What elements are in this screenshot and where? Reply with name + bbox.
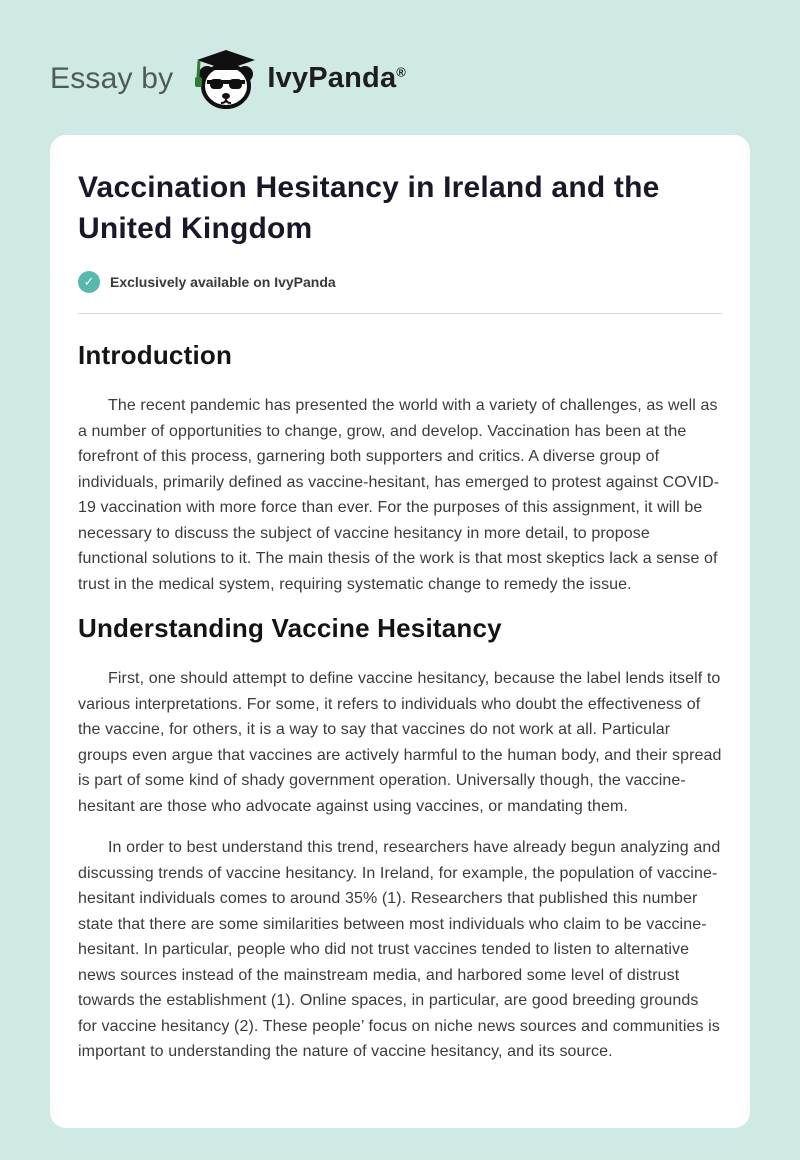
essay-by-label: Essay by bbox=[50, 61, 174, 95]
document-card bbox=[50, 135, 750, 1128]
brand-text: IvyPanda bbox=[267, 62, 397, 94]
section-heading: Introduction bbox=[78, 340, 233, 370]
section-heading: Understanding Vaccine Hesitancy bbox=[78, 613, 502, 643]
registered-mark: ® bbox=[396, 64, 407, 80]
panda-graduation-cap-icon bbox=[191, 48, 257, 110]
availability-badge-label: Exclusively available on IvyPanda bbox=[110, 274, 336, 290]
paragraph: The recent pandemic has presented the world with a variety of challenges, as well as a number of opportunities to change, grow, and develop. Vaccination has been at the forefront of this process, garnering both supporters and critics. A diverse group of individuals, primarily defined as vaccine-hesitant, has emerged to protest against COVID-19 vaccination with more force than ever. For the purposes of this assignment, it will be necessary to discuss the subject of vaccine hesitancy in more detail, to propose functional solutions to it. The main thesis of the work is that most skeptics lack a sense of trust in the medical system, requiring systematic change to remedy the issue. bbox=[78, 397, 720, 593]
paragraph: In order to best understand this trend, researchers have already begun analyzing and discussing trends of vaccine hesitancy. In Ireland, for example, the population of vaccine-hesitant individuals comes to around 35% (1). Researchers that published this number state that there are some similarities between most individuals who claim to be vaccine-hesitant. In particular, people who did not trust vaccines tended to listen to alternative news sources instead of the mainstream media, and harbored some level of distrust towards the establishment (1). Online spaces, in particular, are good breeding grounds for vaccine hesitancy (2). These people’ focus on niche news sources and communities is important to understanding the nature of vaccine hesitancy, and its source. bbox=[78, 839, 721, 1060]
paragraph: First, one should attempt to define vaccine hesitancy, because the label lends itself to various interpretations. For some, it refers to individuals who doubt the effectiveness of the vaccine, for others, it is a way to say that vaccines do not work at all. Particular groups even argue that vaccines are actively harmful to the human body, and their spread is part of some kind of shady government operation. Universally though, the vaccine-hesitant are those who advocate against using vaccines, or mandating them. bbox=[78, 670, 722, 815]
brand-name bbox=[267, 62, 406, 95]
divider bbox=[78, 313, 722, 314]
ivypanda-logo-icon bbox=[191, 48, 257, 110]
section-introduction bbox=[78, 340, 722, 597]
header bbox=[0, 0, 800, 115]
page-title: Vaccination Hesitancy in Ireland and the United Kingdom bbox=[78, 171, 660, 245]
availability-badge bbox=[78, 271, 722, 293]
section-understanding-vaccine-hesitancy bbox=[78, 613, 722, 1065]
check-circle-icon: ✓ bbox=[78, 271, 100, 293]
